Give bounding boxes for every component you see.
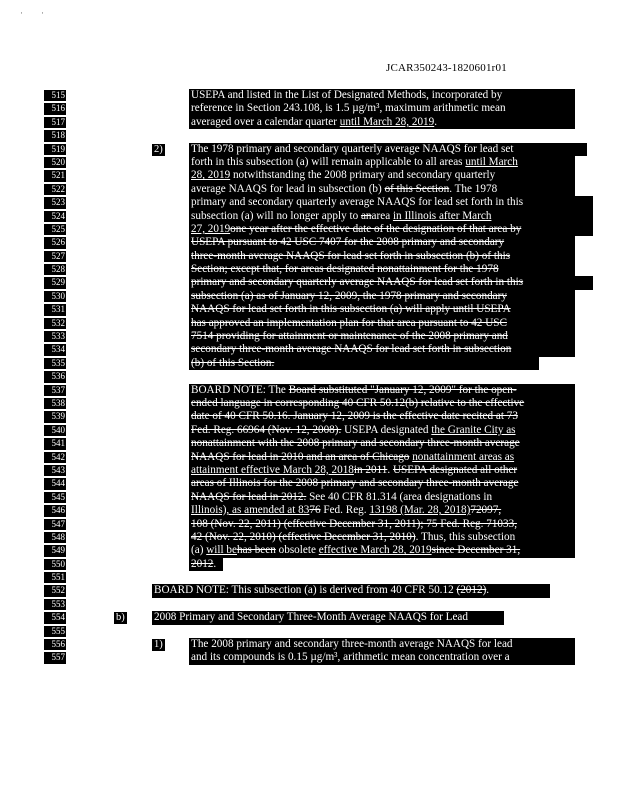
line-number: 543 bbox=[44, 465, 66, 476]
deleted-text: NAAQS for lead in 2012. bbox=[191, 490, 307, 503]
line-text bbox=[189, 236, 575, 249]
line-number: 520 bbox=[44, 157, 66, 168]
deleted-text: ended language in corresponding 40 CFR 50.12(b) relative to the effective bbox=[191, 396, 525, 409]
line-number: 556 bbox=[44, 639, 66, 650]
inserted-text: attainment effective March 28, 2018 bbox=[191, 463, 354, 476]
deleted-text: (b) of this Section. bbox=[191, 356, 275, 369]
text-run: USEPA designated bbox=[341, 423, 432, 436]
line-number: 527 bbox=[44, 251, 66, 262]
document-line bbox=[44, 491, 604, 504]
deleted-text: USEPA pursuant to 42 USC 7407 for the 2008 primary and secondary bbox=[191, 236, 505, 249]
text-run: and its compounds is 0.15 µg/m³, arithmetic mean concentration over a bbox=[191, 651, 510, 664]
line-text bbox=[189, 451, 575, 464]
line-number: 522 bbox=[44, 184, 66, 195]
line-text bbox=[189, 330, 575, 343]
document-line bbox=[44, 397, 604, 410]
text-run: The 2008 primary and secondary three-month average NAAQS for lead bbox=[191, 638, 513, 651]
document-line bbox=[44, 276, 604, 289]
line-text bbox=[189, 290, 575, 303]
deleted-text: Section; except that, for areas designated nonattainment for the 1978 bbox=[191, 263, 499, 276]
line-number: 553 bbox=[44, 599, 66, 610]
line-text bbox=[189, 102, 575, 115]
document-line bbox=[44, 357, 604, 370]
line-text bbox=[189, 410, 575, 423]
line-number: 550 bbox=[44, 559, 66, 570]
line-text bbox=[189, 143, 587, 156]
deleted-text: 42 (Nov. 22, 2010) (effective December 31, 2010) bbox=[191, 530, 416, 543]
document-line bbox=[44, 638, 604, 651]
inserted-text: 27, 2019 bbox=[191, 222, 231, 235]
line-number: 532 bbox=[44, 318, 66, 329]
deleted-text: in 2011 bbox=[353, 463, 388, 476]
line-number: 540 bbox=[44, 425, 66, 436]
line-text bbox=[189, 531, 575, 544]
line-text bbox=[189, 89, 575, 102]
line-number: 554 bbox=[44, 612, 66, 623]
line-text bbox=[189, 317, 575, 330]
line-text bbox=[189, 263, 575, 276]
line-text bbox=[189, 223, 593, 236]
text-run: The 1978 primary and secondary quarterly average NAAQS for lead set bbox=[191, 142, 514, 155]
line-number: 523 bbox=[44, 197, 66, 208]
line-number: 525 bbox=[44, 224, 66, 235]
line-number: 545 bbox=[44, 492, 66, 503]
line-number: 552 bbox=[44, 585, 66, 596]
inserted-text: until March 28, 2019 bbox=[339, 115, 435, 128]
text-run: . bbox=[486, 584, 490, 597]
text-run: . Thus, this subsection bbox=[415, 530, 516, 543]
document-line bbox=[44, 317, 604, 330]
text-run: average NAAQS for lead in subsection (b) bbox=[191, 182, 385, 195]
line-number: 549 bbox=[44, 545, 66, 556]
document-line bbox=[44, 477, 604, 490]
line-number: 533 bbox=[44, 331, 66, 342]
document-line bbox=[44, 464, 604, 477]
text-run: See 40 CFR 81.314 (area designations in bbox=[306, 490, 493, 503]
deleted-text: since December 31, bbox=[431, 544, 521, 557]
line-text bbox=[189, 437, 575, 450]
line-text bbox=[189, 424, 575, 437]
deleted-text: Fed. Reg. 66964 (Nov. 12, 2008). bbox=[191, 423, 342, 436]
deleted-text: subsection (a) as of January 12, 2009, the 1978 primary and secondary bbox=[191, 289, 507, 302]
line-number: 517 bbox=[44, 117, 66, 128]
document-body bbox=[44, 89, 604, 665]
line-text bbox=[189, 156, 575, 169]
deleted-text: NAAQS for lead in 2010 and an area of Chicago bbox=[191, 450, 410, 463]
line-text bbox=[189, 357, 539, 370]
deleted-text: areas of Illinois for the 2008 primary and secondary three-month average bbox=[191, 477, 519, 490]
text-run: primary and secondary quarterly average NAAQS for lead set forth in this bbox=[191, 196, 524, 209]
deleted-text: three-month average NAAQS for lead set forth in subsection (b) of this bbox=[191, 249, 511, 262]
line-number: 557 bbox=[44, 652, 66, 663]
document-line bbox=[44, 544, 604, 557]
line-number: 555 bbox=[44, 626, 66, 637]
deleted-text: nonattainment with the 2008 primary and secondary three-month average bbox=[191, 437, 520, 450]
text-run: 2008 Primary and Secondary Three-Month Average NAAQS for Lead bbox=[154, 611, 468, 624]
deleted-text: USEPA designated all other bbox=[392, 463, 518, 476]
line-number: 551 bbox=[44, 572, 66, 583]
document-line bbox=[44, 384, 604, 397]
text-run: obsolete bbox=[275, 544, 319, 557]
line-number: 544 bbox=[44, 478, 66, 489]
text-run: BOARD NOTE: The bbox=[191, 383, 289, 396]
document-line bbox=[44, 89, 604, 102]
list-marker: 2) bbox=[154, 143, 163, 155]
text-run: subsection (a) will no longer apply to bbox=[191, 209, 361, 222]
document-line bbox=[44, 437, 604, 450]
deleted-text: has approved an implementation plan for that area pursuant to 42 USC bbox=[191, 316, 507, 329]
document-line bbox=[44, 143, 604, 156]
deleted-text: of this Section bbox=[384, 182, 450, 195]
line-number: 519 bbox=[44, 144, 66, 155]
line-number: 524 bbox=[44, 211, 66, 222]
deleted-text: (2012) bbox=[456, 584, 487, 597]
document-line bbox=[44, 451, 604, 464]
deleted-text: primary and secondary quarterly average NAAQS for lead set forth in this bbox=[191, 276, 524, 289]
deleted-text: 72097, bbox=[470, 504, 502, 517]
document-line bbox=[44, 156, 604, 169]
deleted-text: an bbox=[360, 209, 372, 222]
document-line bbox=[44, 116, 604, 129]
line-text bbox=[189, 464, 575, 477]
line-number: 515 bbox=[44, 90, 66, 101]
line-text bbox=[189, 116, 575, 129]
line-text bbox=[189, 558, 223, 571]
document-line bbox=[44, 370, 604, 383]
inserted-text: will be bbox=[206, 544, 237, 557]
line-number: 521 bbox=[44, 170, 66, 181]
list-marker: b) bbox=[116, 612, 125, 624]
line-number: 528 bbox=[44, 264, 66, 275]
line-text bbox=[189, 477, 575, 490]
document-line bbox=[44, 196, 604, 209]
document-line bbox=[44, 558, 604, 571]
line-number: 546 bbox=[44, 505, 66, 516]
line-text bbox=[189, 384, 575, 397]
document-line bbox=[44, 584, 604, 597]
line-text bbox=[189, 343, 575, 356]
document-line bbox=[44, 424, 604, 437]
line-number: 548 bbox=[44, 532, 66, 543]
deleted-text: NAAQS for lead set forth in this subsection (a) will apply until USEPA bbox=[191, 303, 511, 316]
line-number: 535 bbox=[44, 358, 66, 369]
text-run: area bbox=[371, 209, 393, 222]
text-run: forth in this subsection (a) will remain applicable to all areas bbox=[191, 155, 466, 168]
line-text bbox=[189, 504, 575, 517]
text-run: . bbox=[434, 115, 438, 128]
document-line bbox=[44, 651, 604, 664]
line-text bbox=[189, 491, 575, 504]
inserted-text: until March bbox=[465, 155, 518, 168]
document-line bbox=[44, 504, 604, 517]
line-text bbox=[189, 196, 593, 209]
inserted-text: in Illinois after March bbox=[392, 209, 492, 222]
document-line bbox=[44, 410, 604, 423]
line-text bbox=[189, 544, 575, 557]
line-text bbox=[189, 276, 593, 289]
line-text bbox=[189, 183, 575, 196]
deleted-text: 2012 bbox=[191, 557, 214, 570]
text-run: . bbox=[387, 463, 393, 476]
line-text bbox=[189, 250, 575, 263]
line-text bbox=[189, 638, 575, 651]
line-number: 529 bbox=[44, 277, 66, 288]
line-text bbox=[152, 611, 504, 624]
deleted-text: 108 (Nov. 22, 2011) (effective December 31, 2011); 75 Fed. Reg. 71033, bbox=[191, 517, 518, 530]
document-line bbox=[44, 303, 604, 316]
inserted-text: Illinois), as amended at 83 bbox=[191, 504, 310, 517]
text-run: notwithstanding the 2008 primary and secondary quarterly bbox=[230, 169, 496, 182]
text-run: . The 1978 bbox=[449, 182, 498, 195]
document-line bbox=[44, 183, 604, 196]
deleted-text: secondary three-month average NAAQS for lead set forth in subsection bbox=[191, 343, 512, 356]
line-number: 536 bbox=[44, 371, 66, 382]
line-number: 534 bbox=[44, 344, 66, 355]
deleted-text: 7514 providing for attainment or maintenance of the 2008 primary and bbox=[191, 330, 508, 343]
line-number: 547 bbox=[44, 519, 66, 530]
line-number: 530 bbox=[44, 291, 66, 302]
deleted-text: one year after the effective date of the designation of that area by bbox=[230, 222, 522, 235]
document-id: JCAR350243-1820601r01 bbox=[386, 62, 507, 74]
line-number: 542 bbox=[44, 452, 66, 463]
document-line bbox=[44, 129, 604, 142]
list-marker: 1) bbox=[154, 639, 163, 651]
line-text bbox=[189, 651, 575, 664]
inserted-text: effective March 28, 2019 bbox=[318, 544, 432, 557]
document-line bbox=[44, 531, 604, 544]
line-number: 539 bbox=[44, 411, 66, 422]
document-line bbox=[44, 343, 604, 356]
line-text bbox=[189, 397, 575, 410]
document-line bbox=[44, 330, 604, 343]
document-line bbox=[44, 169, 604, 182]
inserted-text: 13198 (Mar. 28, 2018) bbox=[369, 504, 471, 517]
document-line bbox=[44, 223, 604, 236]
document-line bbox=[44, 518, 604, 531]
line-number: 516 bbox=[44, 103, 66, 114]
line-text bbox=[189, 210, 593, 223]
line-text bbox=[189, 169, 575, 182]
deleted-text: has been bbox=[236, 544, 276, 557]
text-run: . bbox=[213, 557, 217, 570]
document-line bbox=[44, 598, 604, 611]
inserted-text: nonattainment areas as bbox=[412, 450, 515, 463]
deleted-text: Board substituted "January 12, 2009" for the open- bbox=[288, 383, 517, 396]
text-run: USEPA and listed in the List of Designated Methods, incorporated by bbox=[191, 89, 503, 101]
text-run: BOARD NOTE: This subsection (a) is derived from 40 CFR 50.12 bbox=[154, 584, 457, 597]
line-number: 531 bbox=[44, 304, 66, 315]
line-number: 537 bbox=[44, 385, 66, 396]
inserted-text: the Granite City as bbox=[431, 423, 516, 436]
line-text bbox=[189, 303, 575, 316]
document-line bbox=[44, 290, 604, 303]
document-line bbox=[44, 571, 604, 584]
document-line bbox=[44, 250, 604, 263]
document-line bbox=[44, 236, 604, 249]
line-text bbox=[152, 584, 550, 597]
inserted-text: 28, 2019 bbox=[191, 169, 231, 182]
line-text bbox=[189, 518, 575, 531]
text-run: (a) bbox=[191, 544, 207, 557]
text-run: averaged over a calendar quarter bbox=[191, 115, 340, 128]
deleted-text: 76 bbox=[309, 504, 321, 517]
document-line bbox=[44, 625, 604, 638]
document-line bbox=[44, 102, 604, 115]
line-number: 518 bbox=[44, 130, 66, 141]
document-line bbox=[44, 263, 604, 276]
line-number: 526 bbox=[44, 237, 66, 248]
line-number: 538 bbox=[44, 398, 66, 409]
line-number: 541 bbox=[44, 438, 66, 449]
text-run: reference in Section 243.108, is 1.5 µg/m³, maximum arithmetic mean bbox=[191, 102, 506, 115]
scan-specks: · · bbox=[20, 8, 44, 18]
document-line bbox=[44, 611, 604, 624]
text-run: Fed. Reg. bbox=[320, 504, 370, 517]
document-line bbox=[44, 210, 604, 223]
deleted-text: date of 40 CFR 50.16. January 12, 2009 is the effective date recited at 73 bbox=[191, 410, 518, 423]
